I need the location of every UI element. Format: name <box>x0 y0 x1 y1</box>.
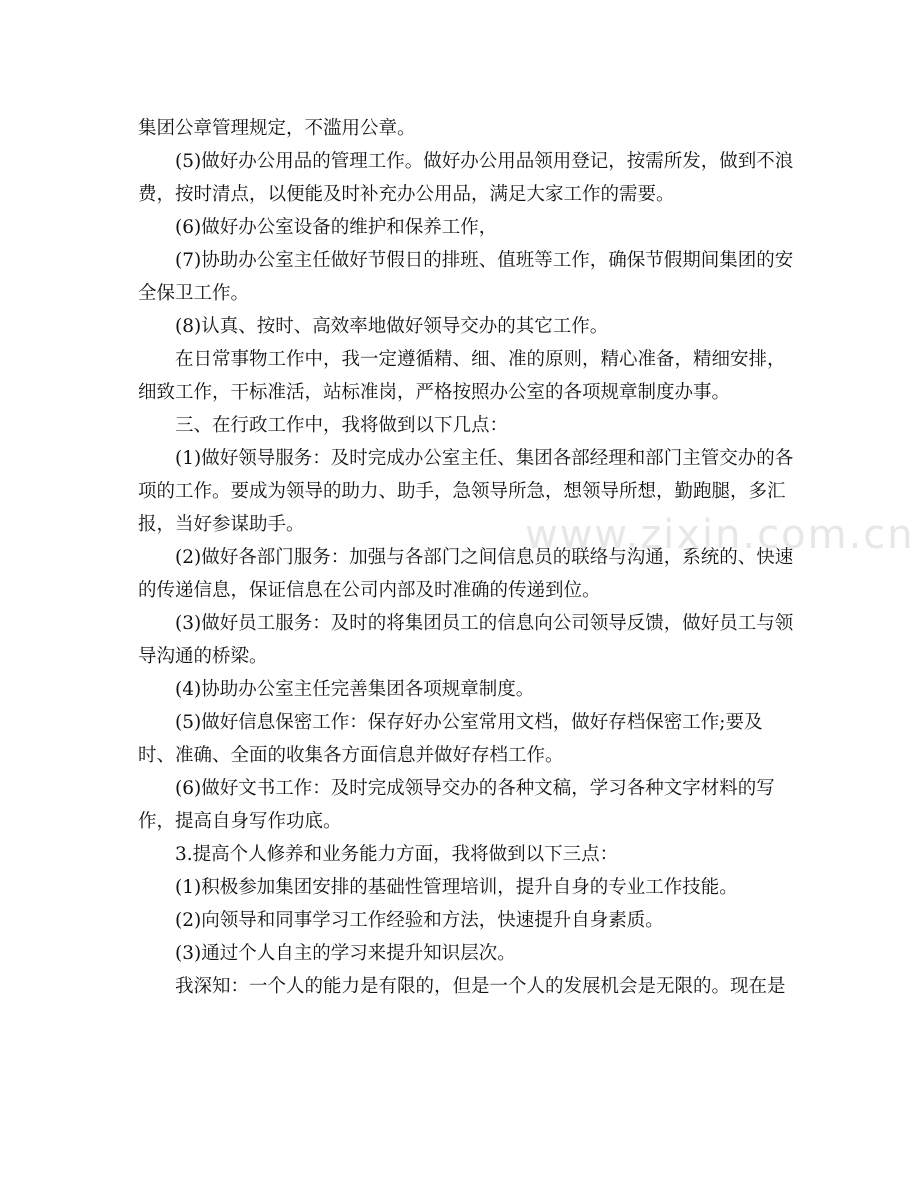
text-line: 时、准确、全面的收集各方面信息并做好存档工作。 <box>138 745 564 766</box>
text-line: 集团公章管理规定，不滥用公章。 <box>138 118 416 139</box>
text-line: (1)积极参加集团安排的基础性管理培训，提升自身的专业工作技能。 <box>175 877 738 898</box>
text-line: (1)做好领导服务：及时完成办公室主任、集团各部经理和部门主管交办的各 <box>175 448 794 469</box>
text-line: (2)向领导和同事学习工作经验和方法，快速提升自身素质。 <box>175 910 664 931</box>
text-line: (5)做好信息保密工作：保存好办公室常用文档，做好存档保密工作;要及 <box>175 712 763 733</box>
text-line: 费，按时清点，以便能及时补充办公用品，满足大家工作的需要。 <box>138 184 675 205</box>
text-line: 的传递信息，保证信息在公司内部及时准确的传递到位。 <box>138 580 601 601</box>
text-line: (6)做好文书工作：及时完成领导交办的各种文稿，学习各种文字材料的写 <box>175 778 775 799</box>
text-line: 我深知：一个人的能力是有限的，但是一个人的发展机会是无限的。现在是 <box>175 976 786 997</box>
text-line: (7)协助办公室主任做好节假日的排班、值班等工作，确保节假期间集团的安 <box>175 250 794 271</box>
text-line: (3)通过个人自主的学习来提升知识层次。 <box>175 943 516 964</box>
text-line: (4)协助办公室主任完善集团各项规章制度。 <box>175 679 535 700</box>
text-line: 三、在行政工作中，我将做到以下几点： <box>175 415 509 436</box>
watermark: www.zixin.com.cn <box>525 512 915 558</box>
text-line: 在日常事物工作中，我一定遵循精、细、准的原则，精心准备，精细安排， <box>175 349 786 370</box>
text-line: 细致工作，干标准活，站标准岗，严格按照办公室的各项规章制度办事。 <box>138 382 731 403</box>
text-line: 作，提高自身写作功底。 <box>138 811 342 832</box>
text-line: (8)认真、按时、高效率地做好领导交办的其它工作。 <box>175 316 609 337</box>
text-line: (2)做好各部门服务：加强与各部门之间信息员的联络与沟通，系统的、快速 <box>175 547 794 568</box>
text-line: (6)做好办公室设备的维护和保养工作， <box>175 217 498 238</box>
text-line: 导沟通的桥梁。 <box>138 646 268 667</box>
text-line: 报，当好参谋助手。 <box>138 514 305 535</box>
text-line: 项的工作。要成为领导的助力、助手，急领导所急，想领导所想，勤跑腿，多汇 <box>138 481 786 502</box>
text-line: (5)做好办公用品的管理工作。做好办公用品领用登记，按需所发，做到不浪 <box>175 151 794 172</box>
text-line: 3.提高个人修养和业务能力方面，我将做到以下三点： <box>175 844 619 865</box>
text-line: (3)做好员工服务：及时的将集团员工的信息向公司领导反馈，做好员工与领 <box>175 613 794 634</box>
document-body <box>138 112 794 1003</box>
text-line: 全保卫工作。 <box>138 283 250 304</box>
